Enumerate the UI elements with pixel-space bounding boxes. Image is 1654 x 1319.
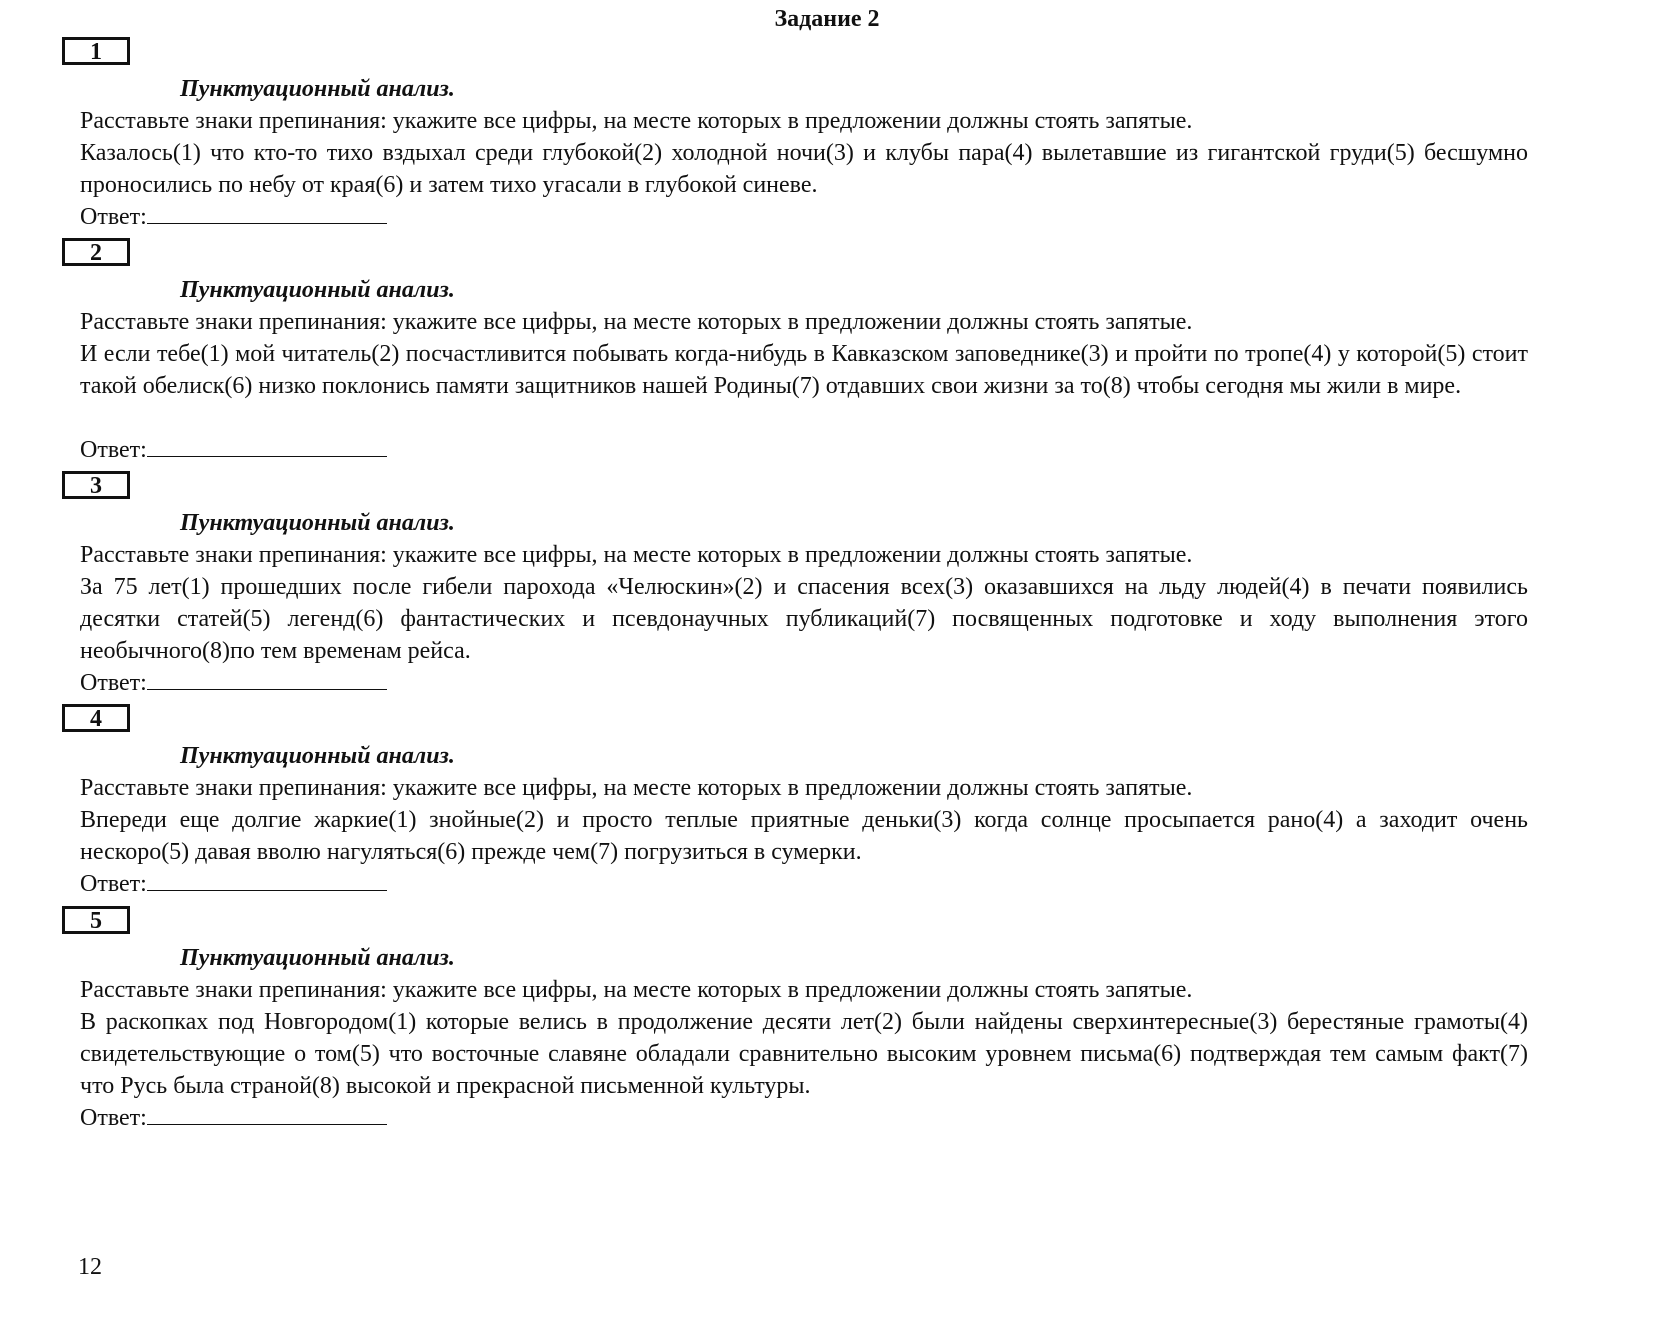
task-number-box: 5: [62, 906, 130, 934]
answer-row: [80, 201, 387, 233]
task-instruction: Расставьте знаки препинания: укажите все цифры, на месте которых в предложении должны стоять запятые.: [80, 775, 1193, 801]
answer-label: Ответ:: [80, 871, 147, 897]
page-title: Задание 2: [774, 6, 880, 32]
answer-input-line[interactable]: [147, 434, 387, 457]
task-number-box: 4: [62, 704, 130, 732]
answer-row: [80, 434, 387, 466]
answer-label: Ответ:: [80, 1105, 147, 1131]
answer-input-line[interactable]: [147, 1102, 387, 1125]
task-sentence: Казалось(1) что кто-то тихо вздыхал среди глубокой(2) холодной ночи(3) и клубы пара(4) вылетавшие из гигантской груди(5) бесшумно проносились по небу от края(6) и затем тихо угасали в глубокой синеве.: [80, 140, 1528, 198]
task-instruction: Расставьте знаки препинания: укажите все цифры, на месте которых в предложении должны стоять запятые.: [80, 542, 1193, 568]
answer-row: [80, 1102, 387, 1134]
answer-label: Ответ:: [80, 437, 147, 463]
task-instruction: Расставьте знаки препинания: укажите все цифры, на месте которых в предложении должны стоять запятые.: [80, 309, 1193, 335]
task-number-box: 1: [62, 37, 130, 65]
answer-label: Ответ:: [80, 670, 147, 696]
task-number-box: 3: [62, 471, 130, 499]
task-instruction: Расставьте знаки препинания: укажите все цифры, на месте которых в предложении должны стоять запятые.: [80, 977, 1193, 1003]
task-heading: Пунктуационный анализ.: [180, 510, 455, 536]
task-sentence: Впереди еще долгие жаркие(1) знойные(2) и просто теплые приятные деньки(3) когда солнце просыпается рано(4) а заходит очень нескоро(5) давая вволю нагуляться(6) прежде чем(7) погрузиться в сумерки.: [80, 807, 1528, 865]
answer-input-line[interactable]: [147, 201, 387, 224]
answer-label: Ответ:: [80, 204, 147, 230]
task-number-box: 2: [62, 238, 130, 266]
task-sentence: В раскопках под Новгородом(1) которые велись в продолжение десяти лет(2) были найдены сверхинтересные(3) берестяные грамоты(4) свидетельствующие о том(5) что восточные славяне обладали сравнительно высоким уровнем письма(6) подтверждая тем самым факт(7) что Русь была страной(8) высокой и прекрасной письменной культуры.: [80, 1009, 1528, 1099]
task-instruction: Расставьте знаки препинания: укажите все цифры, на месте которых в предложении должны стоять запятые.: [80, 108, 1193, 134]
answer-row: [80, 667, 387, 699]
answer-input-line[interactable]: [147, 868, 387, 891]
task-sentence: За 75 лет(1) прошедших после гибели парохода «Челюскин»(2) и спасения всех(3) оказавшихся на льду людей(4) в печати появились десятки статей(5) легенд(6) фантастических и псевдонаучных публикаций(7) посвященных подготовке и ходу выполнения этого необычного(8)по тем временам рейса.: [80, 574, 1528, 664]
task-heading: Пунктуационный анализ.: [180, 743, 455, 769]
answer-row: [80, 868, 387, 900]
task-sentence: И если тебе(1) мой читатель(2) посчастливится побывать когда-нибудь в Кавказском заповеднике(3) и пройти по тропе(4) у которой(5) стоит такой обелиск(6) низко поклонись памяти защитников нашей Родины(7) отдавших свои жизни за то(8) чтобы сегодня мы жили в мире.: [80, 341, 1528, 399]
task-heading: Пунктуационный анализ.: [180, 277, 455, 303]
page-number: 12: [78, 1254, 102, 1280]
answer-input-line[interactable]: [147, 667, 387, 690]
task-heading: Пунктуационный анализ.: [180, 945, 455, 971]
task-heading: Пунктуационный анализ.: [180, 76, 455, 102]
